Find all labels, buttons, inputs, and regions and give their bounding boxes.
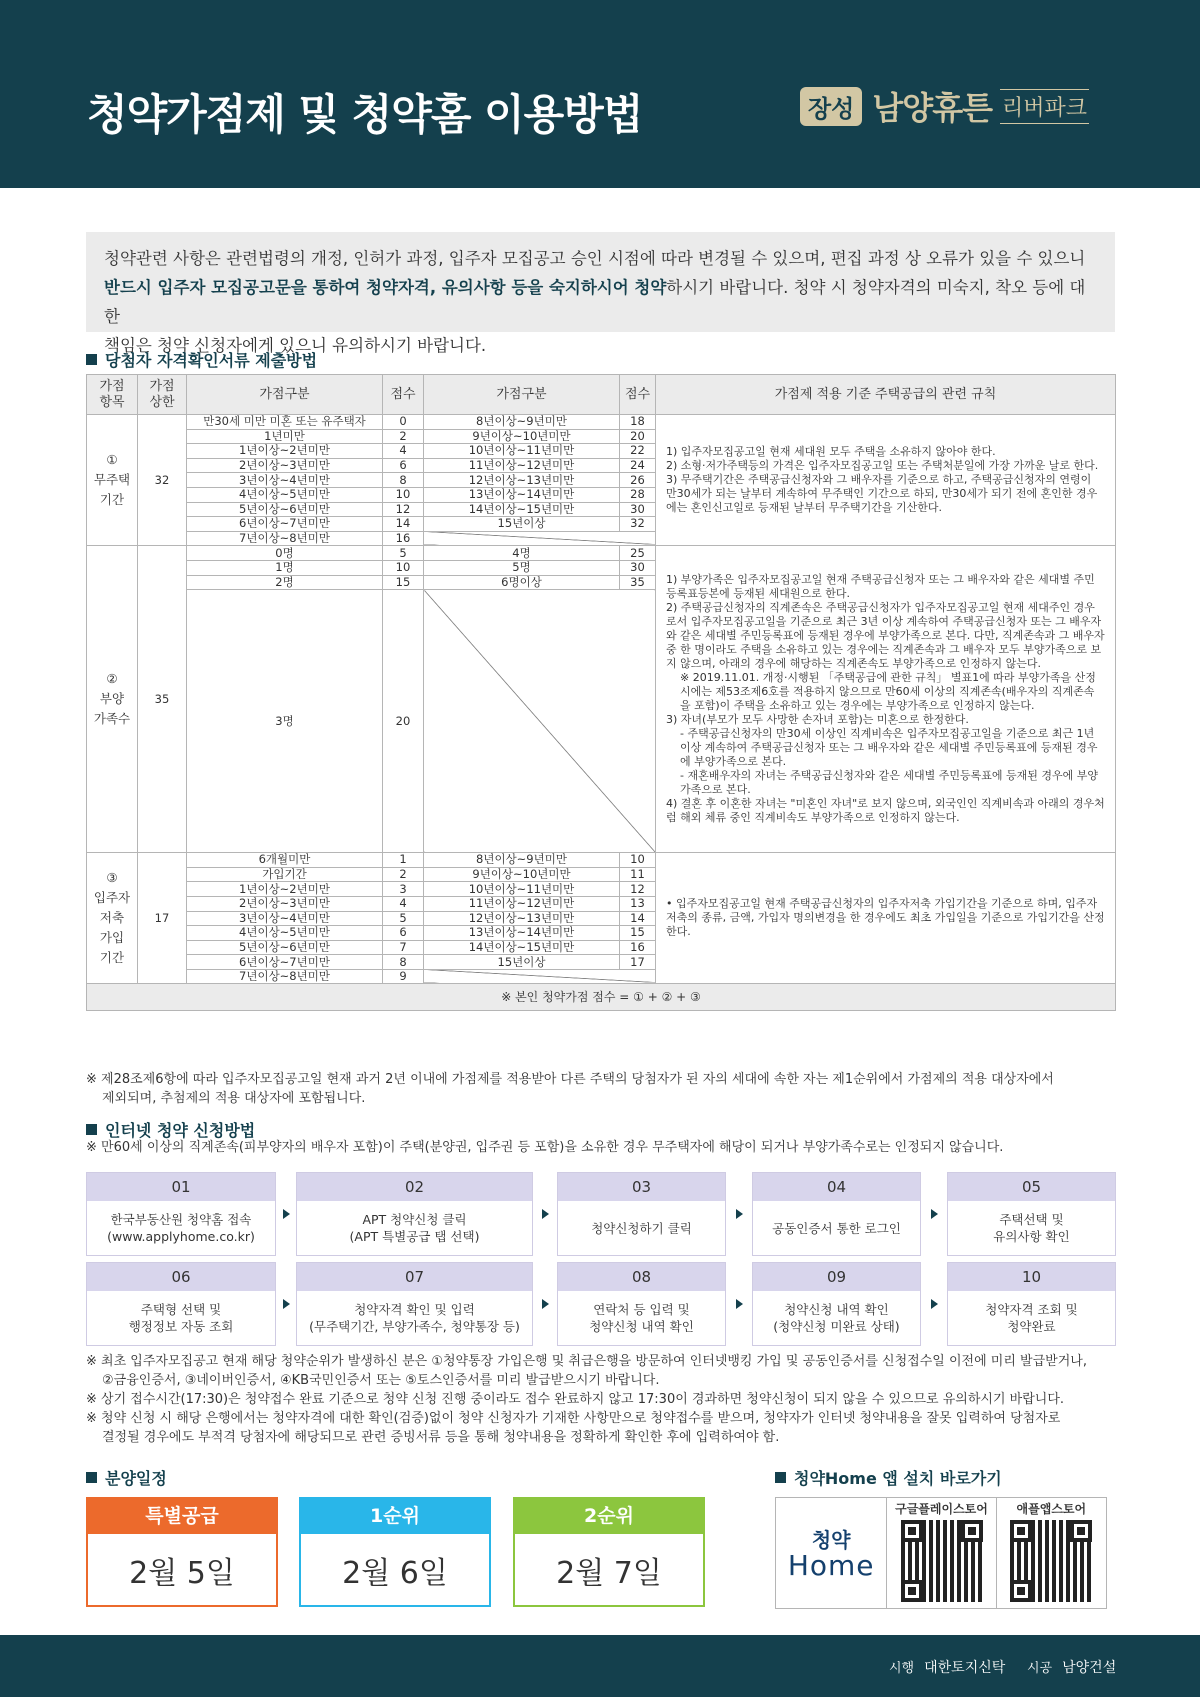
step-number: 02 xyxy=(297,1173,532,1201)
arrow-right-icon xyxy=(283,1299,290,1309)
app-install-box xyxy=(775,1497,1107,1609)
score-value: 5 xyxy=(383,546,424,561)
schedule-label: 특별공급 xyxy=(88,1499,276,1534)
arrow-right-icon xyxy=(283,1209,290,1219)
notice-box xyxy=(86,232,1115,355)
rule-line: 3) 자녀(부모가 모두 사망한 손자녀 포함)는 미혼으로 한정한다. xyxy=(666,713,969,727)
score-max: 32 xyxy=(138,415,187,546)
schedule-card xyxy=(86,1497,278,1607)
rule-line: • 입주자모집공고일 현재 주택공급신청자의 입주자저축 가입기간을 기준으로 하며, 입주자저축의 종류, 금액, 가입자 명의변경을 한 경우에도 최초 가입일을 기준으로 가입기간을 산정한다. xyxy=(666,897,1105,939)
score-value: 15 xyxy=(383,575,424,590)
category-line: ① xyxy=(106,452,118,468)
score-value: 32 xyxy=(620,517,656,532)
step-text: 연락처 등 입력 및 청약신청 내역 확인 xyxy=(589,1302,694,1334)
arrow-right-icon xyxy=(931,1209,938,1219)
brand-sub: 리버파크 xyxy=(1000,89,1089,124)
score-value: 17 xyxy=(620,955,656,970)
score-label: 1년이상~2년미만 xyxy=(187,882,383,897)
step-text: 청약신청 내역 확인 (청약신청 미완료 상태) xyxy=(773,1302,900,1334)
score-label: 1년미만 xyxy=(187,429,383,444)
score-table-header xyxy=(87,375,1116,415)
score-label: 10년이상~11년미만 xyxy=(424,882,620,897)
header-text: 가점 항목 xyxy=(99,378,125,410)
score-rules xyxy=(656,853,1116,984)
score-table xyxy=(86,374,1116,1011)
score-value: 10 xyxy=(620,853,656,868)
app-store-qr[interactable] xyxy=(997,1498,1106,1608)
step-text: 공동인증서 통한 로그인 xyxy=(772,1220,901,1236)
step-card xyxy=(947,1172,1116,1256)
schedule-section-title xyxy=(86,1466,167,1489)
schedule-label: 1순위 xyxy=(301,1499,489,1534)
step-card xyxy=(296,1172,533,1256)
notice-line-2 xyxy=(104,273,1097,331)
step-text: 한국부동산원 청약홈 접속 (www.applyhome.co.kr) xyxy=(107,1212,255,1244)
notice-line-2-rest: 하시기 바랍니다. 청약 시 청약자격의 미숙지, 착오 등에 대한 xyxy=(104,278,1086,326)
score-label: 4명 xyxy=(424,546,620,561)
rule-line: 2) 소형·저가주택등의 가격은 입주자모집공고일 또는 주택처분일에 가장 가까운 날로 한다. xyxy=(666,459,1099,473)
score-label: 5명 xyxy=(424,560,620,575)
score-label: 12년이상~13년미만 xyxy=(424,473,620,488)
total-row xyxy=(87,984,1116,1011)
step-card xyxy=(557,1262,726,1346)
score-label: 6년이상~7년미만 xyxy=(187,517,383,532)
score-value: 2 xyxy=(383,429,424,444)
step-number: 04 xyxy=(753,1173,920,1201)
footer-const-label: 시공 xyxy=(1027,1661,1053,1676)
score-max: 35 xyxy=(138,546,187,853)
score-rules xyxy=(656,415,1116,546)
internet-section-title-text: 인터넷 청약 신청방법 xyxy=(105,1121,256,1140)
score-value: 0 xyxy=(383,415,424,430)
notice-line-1: 청약관련 사항은 관련법령의 개정, 인허가 과정, 입주자 모집공고 승인 시점에 따라 변경될 수 있으며, 편집 과정 상 오류가 있을 수 있으니 xyxy=(104,249,1086,268)
score-label: 3년이상~4년미만 xyxy=(187,911,383,926)
score-label: 12년이상~13년미만 xyxy=(424,911,620,926)
page-title: 청약가점제 및 청약홈 이용방법 xyxy=(87,90,643,139)
applyhome-logo[interactable] xyxy=(776,1498,887,1608)
score-value: 10 xyxy=(383,487,424,502)
score-value: 8 xyxy=(383,955,424,970)
arrow-right-icon xyxy=(931,1299,938,1309)
score-value: 30 xyxy=(620,502,656,517)
score-value: 18 xyxy=(620,415,656,430)
score-label: 2년이상~3년미만 xyxy=(187,896,383,911)
score-value: 15 xyxy=(620,926,656,941)
header-cell: 가점제 적용 기준 주택공급의 관련 규칙 xyxy=(656,375,1116,415)
brand-tag: 장성 xyxy=(800,87,862,126)
category-line: 입주자 xyxy=(93,890,131,906)
google-play-label: 구글플레이스토어 xyxy=(895,1502,988,1516)
schedule-card xyxy=(513,1497,705,1607)
score-label: 15년이상 xyxy=(424,955,620,970)
score-value: 16 xyxy=(620,940,656,955)
score-category xyxy=(87,546,138,853)
step-card xyxy=(557,1172,726,1256)
score-value: 6 xyxy=(383,458,424,473)
score-value: 13 xyxy=(620,896,656,911)
internet-note-line: ※ 상기 접수시간(17:30)은 청약접수 완료 기준으로 청약 신청 진행 중이라도 접수 완료하지 않고 17:30이 경과하면 청약신청이 되지 않을 수 있으므로 유의하시기 바랍니다. xyxy=(86,1392,1065,1407)
header-cell xyxy=(87,375,138,415)
square-bullet-icon xyxy=(775,1472,786,1483)
score-label: 3명 xyxy=(187,590,383,853)
score-label: 8년이상~9년미만 xyxy=(424,415,620,430)
internet-subnote: ※ 만60세 이상의 직계존속(피부양자의 배우자 포함)이 주택(분양권, 입주권 등 포함)을 소유한 경우 무주택자에 해당이 되거나 부양가족수로는 인정되지 않습니다. xyxy=(86,1140,1004,1155)
score-value: 6 xyxy=(383,926,424,941)
app-section-title-text: 청약Home 앱 설치 바로가기 xyxy=(794,1469,1002,1488)
score-value: 2 xyxy=(383,867,424,882)
footer-exec xyxy=(889,1657,1005,1677)
score-label: 0명 xyxy=(187,546,383,561)
schedule-date: 2월 7일 xyxy=(556,1555,662,1591)
category-line: ② xyxy=(106,671,118,687)
app-store-label: 애플앱스토어 xyxy=(1016,1502,1087,1516)
score-label: 14년이상~15년미만 xyxy=(424,502,620,517)
footer-exec-name: 대한토지신탁 xyxy=(924,1660,1006,1676)
rule-line: - 재혼배우자의 자녀는 주택공급신청자와 같은 세대별 주민등록표에 등재된 경우에 부양가족으로 본다. xyxy=(680,769,1098,797)
score-value: 5 xyxy=(383,911,424,926)
score-value: 10 xyxy=(383,560,424,575)
score-rules xyxy=(656,546,1116,853)
step-card xyxy=(86,1172,276,1256)
score-label: 7년이상~8년미만 xyxy=(187,969,383,984)
arrow-right-icon xyxy=(736,1209,743,1219)
schedule-date: 2월 6일 xyxy=(342,1555,448,1591)
notice-line-3: 책임은 청약 신청자에게 있으니 유의하시기 바랍니다. xyxy=(104,336,487,355)
score-label: 5년이상~6년미만 xyxy=(187,940,383,955)
header-cell: 가점구분 xyxy=(187,375,383,415)
step-number: 01 xyxy=(87,1173,275,1201)
category-line: 가족수 xyxy=(93,711,131,727)
step-number: 09 xyxy=(753,1263,920,1291)
step-number: 03 xyxy=(558,1173,725,1201)
header-cell xyxy=(138,375,187,415)
score-label: 1년이상~2년미만 xyxy=(187,444,383,459)
step-text: 주택선택 및 유의사항 확인 xyxy=(993,1212,1070,1244)
notice-bold: 반드시 입주자 모집공고문을 통하여 청약자격, 유의사항 등을 숙지하시어 청약 xyxy=(104,278,667,297)
score-category xyxy=(87,415,138,546)
brand-name: 남양휴튼 xyxy=(872,89,993,127)
schedule-label: 2순위 xyxy=(515,1499,703,1534)
category-line: ③ xyxy=(106,870,118,886)
step-number: 05 xyxy=(948,1173,1115,1201)
score-label: 9년이상~10년미만 xyxy=(424,867,620,882)
rule-line: 3) 무주택기간은 주택공급신청자와 그 배우자를 기준으로 하고, 주택공급신청자의 연령이 만30세가 되는 날부터 계속하여 무주택인 기간으로 하되, 만30세가 되기 전에 혼인한 경우에는 혼인신고일로 등재된 날부터 무주택기간을 기산한다. xyxy=(666,473,1098,515)
score-value: 12 xyxy=(383,502,424,517)
arrow-right-icon xyxy=(736,1299,743,1309)
internet-notes xyxy=(86,1352,1087,1447)
step-card xyxy=(947,1262,1116,1346)
score-empty-cell xyxy=(424,969,656,984)
rule-line: 1) 부양가족은 입주자모집공고일 현재 주택공급신청자 또는 그 배우자와 같은 세대별 주민등록표등본에 등재된 세대원으로 한다. xyxy=(666,573,1095,601)
rule-line: - 주택공급신청자의 만30세 이상인 직계비속은 입주자모집공고일을 기준으로 최근 1년 이상 계속하여 주택공급신청자 또는 그 배우자와 같은 세대별 주민등록표에 등재된 경우에 부양가족으로 본다. xyxy=(680,727,1098,769)
category-line: 무주택 xyxy=(93,472,131,488)
score-label: 2년이상~3년미만 xyxy=(187,458,383,473)
score-label: 15년이상 xyxy=(424,517,620,532)
score-value: 30 xyxy=(620,560,656,575)
category-line: 기간 xyxy=(99,492,125,508)
applyhome-logo-top: 청약 xyxy=(811,1528,851,1552)
step-text: 주택형 선택 및 행정정보 자동 조회 xyxy=(128,1302,234,1334)
score-label: 1명 xyxy=(187,560,383,575)
score-value: 9 xyxy=(383,969,424,984)
score-value: 28 xyxy=(620,487,656,502)
brand-logo xyxy=(800,86,1089,126)
step-text: 청약자격 조회 및 청약완료 xyxy=(985,1302,1078,1334)
footer-const-name: 남양건설 xyxy=(1062,1660,1117,1676)
footer xyxy=(0,1635,1200,1697)
footer-exec-label: 시행 xyxy=(889,1661,915,1676)
app-section-title xyxy=(775,1466,1002,1489)
score-label: 6명이상 xyxy=(424,575,620,590)
score-value: 14 xyxy=(383,517,424,532)
internet-note-line: ※ 청약 신청 시 해당 은행에서는 청약자격에 대한 확인(검증)없이 청약 신청자가 기재한 사항만으로 청약접수를 받으며, 청약자가 인터넷 청약내용을 잘못 입력하여 당첨자로 xyxy=(86,1411,1061,1426)
internet-note-line: ※ 최초 입주자모집공고 현재 해당 청약순위가 발생하신 분은 ①청약통장 가입은행 및 취급은행을 방문하여 인터넷뱅킹 가입 및 공동인증서를 신청접수일 이전에 미리 발급받거나, xyxy=(86,1354,1087,1369)
score-value: 11 xyxy=(620,867,656,882)
score-note-line: 제외되며, 추첨제의 적용 대상자에 포함됩니다. xyxy=(102,1091,366,1106)
score-value: 1 xyxy=(383,853,424,868)
score-label: 6년이상~7년미만 xyxy=(187,955,383,970)
header-text: 가점 상한 xyxy=(149,378,175,410)
schedule-date: 2월 5일 xyxy=(129,1555,235,1591)
step-text: 청약자격 확인 및 입력 (무주택기간, 부양가족수, 청약통장 등) xyxy=(309,1302,520,1334)
square-bullet-icon xyxy=(86,354,97,365)
step-text: 청약신청하기 클릭 xyxy=(591,1220,692,1236)
score-value: 4 xyxy=(383,896,424,911)
qr-code-icon xyxy=(901,1520,983,1602)
score-section-title-text: 당첨자 자격확인서류 제출방법 xyxy=(105,351,318,370)
header-cell: 점수 xyxy=(620,375,656,415)
applyhome-logo-bottom: Home xyxy=(787,1549,875,1582)
step-card xyxy=(752,1172,921,1256)
score-value: 14 xyxy=(620,911,656,926)
score-max: 17 xyxy=(138,853,187,984)
score-label: 4년이상~5년미만 xyxy=(187,487,383,502)
header-cell: 가점구분 xyxy=(424,375,620,415)
score-label: 가입기간 xyxy=(187,867,383,882)
table-row xyxy=(87,853,1116,868)
schedule-card xyxy=(299,1497,491,1607)
score-value: 16 xyxy=(383,531,424,546)
arrow-right-icon xyxy=(542,1209,549,1219)
score-value: 20 xyxy=(383,590,424,853)
score-section-title xyxy=(86,348,317,371)
step-number: 10 xyxy=(948,1263,1115,1291)
internet-note-line: 결정될 경우에도 부적격 당첨자에 해당되므로 관련 증빙서류 등을 통해 청약내용을 정확하게 확인한 후에 입력하여야 함. xyxy=(102,1430,780,1445)
score-label: 4년이상~5년미만 xyxy=(187,926,383,941)
score-label: 13년이상~14년미만 xyxy=(424,926,620,941)
score-value: 8 xyxy=(383,473,424,488)
rule-line: ※ 2019.11.01. 개정·시행된 「주택공급에 관한 규칙」 별표1에 따라 부양가족을 산정 시에는 제53조제6호를 적용하지 않으므로 만60세 이상의 직계존속(배우자의 직계존속을 포함)이 주택을 소유하고 있는 경우에는 부양가족으로 인정하지 않는다. xyxy=(680,671,1096,713)
score-label: 6개월미만 xyxy=(187,853,383,868)
step-card xyxy=(86,1262,276,1346)
score-label: 13년이상~14년미만 xyxy=(424,487,620,502)
step-card xyxy=(752,1262,921,1346)
footer-const xyxy=(1027,1657,1116,1677)
score-label: 8년이상~9년미만 xyxy=(424,853,620,868)
category-line: 가입 xyxy=(99,930,125,946)
header xyxy=(0,0,1200,188)
score-label: 2명 xyxy=(187,575,383,590)
score-label: 7년이상~8년미만 xyxy=(187,531,383,546)
step-card xyxy=(296,1262,533,1346)
score-empty-cell xyxy=(424,531,656,546)
score-value: 12 xyxy=(620,882,656,897)
score-note xyxy=(86,1070,1054,1108)
table-row xyxy=(87,415,1116,430)
score-value: 3 xyxy=(383,882,424,897)
step-number: 08 xyxy=(558,1263,725,1291)
table-row xyxy=(87,546,1116,561)
internet-note-line: ②금융인증서, ③네이버인증서, ④KB국민인증서 또는 ⑤토스인증서를 미리 발급받으시기 바랍니다. xyxy=(102,1373,660,1388)
total-formula: ※ 본인 청약가점 점수 = ① + ② + ③ xyxy=(87,984,1116,1011)
rule-line: 2) 주택공급신청자의 직계존속은 주택공급신청자가 입주자모집공고일 현재 세대주인 경우로서 입주자모집공고일을 기준으로 최근 3년 이상 계속하여 주택공급신청자 또는 그 배우자와 같은 세대별 주민등록표에 등재된 경우에 부양가족으로 본다. 다만, 직계존속과 그 배우자 중 한 명이라도 주택을 소유하고 있는 경우에는 직계존속과 그 배우자 모두 부양가족으로 보지 않으며, 아래의 경우에 해당하는 직계존속도 부양가족으로 인정하지 않는다. xyxy=(666,601,1105,671)
schedule-section-title-text: 분양일정 xyxy=(105,1469,167,1488)
score-label: 11년이상~12년미만 xyxy=(424,896,620,911)
square-bullet-icon xyxy=(86,1124,97,1135)
score-value: 26 xyxy=(620,473,656,488)
score-value: 24 xyxy=(620,458,656,473)
rule-line: 4) 결혼 후 이혼한 자녀는 "미혼인 자녀"로 보지 않으며, 외국인인 직계비속과 아래의 경우처럼 해외 체류 중인 직계비속도 부양가족으로 인정하지 않는다. xyxy=(666,797,1105,825)
score-value: 4 xyxy=(383,444,424,459)
score-label: 9년이상~10년미만 xyxy=(424,429,620,444)
google-play-qr[interactable] xyxy=(887,1498,996,1608)
score-value: 7 xyxy=(383,940,424,955)
score-label: 14년이상~15년미만 xyxy=(424,940,620,955)
score-label: 11년이상~12년미만 xyxy=(424,458,620,473)
score-empty-cell xyxy=(424,590,656,853)
square-bullet-icon xyxy=(86,1472,97,1483)
score-label: 10년이상~11년미만 xyxy=(424,444,620,459)
category-line: 부양 xyxy=(99,691,125,707)
score-category xyxy=(87,853,138,984)
step-text: APT 청약신청 클릭 (APT 특별공급 탭 선택) xyxy=(349,1212,480,1244)
score-value: 35 xyxy=(620,575,656,590)
score-label: 5년이상~6년미만 xyxy=(187,502,383,517)
header-cell: 점수 xyxy=(383,375,424,415)
category-line: 저축 xyxy=(99,910,125,926)
category-line: 기간 xyxy=(99,950,125,966)
qr-code-icon xyxy=(1010,1520,1092,1602)
step-number: 07 xyxy=(297,1263,532,1291)
arrow-right-icon xyxy=(542,1299,549,1309)
score-note-line: ※ 제28조제6항에 따라 입주자모집공고일 현재 과거 2년 이내에 가점제를 적용받아 다른 주택의 당첨자가 된 자의 세대에 속한 자는 제1순위에서 가점제의 적용 대상자에서 xyxy=(86,1072,1054,1087)
step-number: 06 xyxy=(87,1263,275,1291)
score-value: 25 xyxy=(620,546,656,561)
score-label: 3년이상~4년미만 xyxy=(187,473,383,488)
score-value: 20 xyxy=(620,429,656,444)
score-value: 22 xyxy=(620,444,656,459)
score-label: 만30세 미만 미혼 또는 유주택자 xyxy=(187,415,383,430)
rule-line: 1) 입주자모집공고일 현재 세대원 모두 주택을 소유하지 않아야 한다. xyxy=(666,445,996,459)
